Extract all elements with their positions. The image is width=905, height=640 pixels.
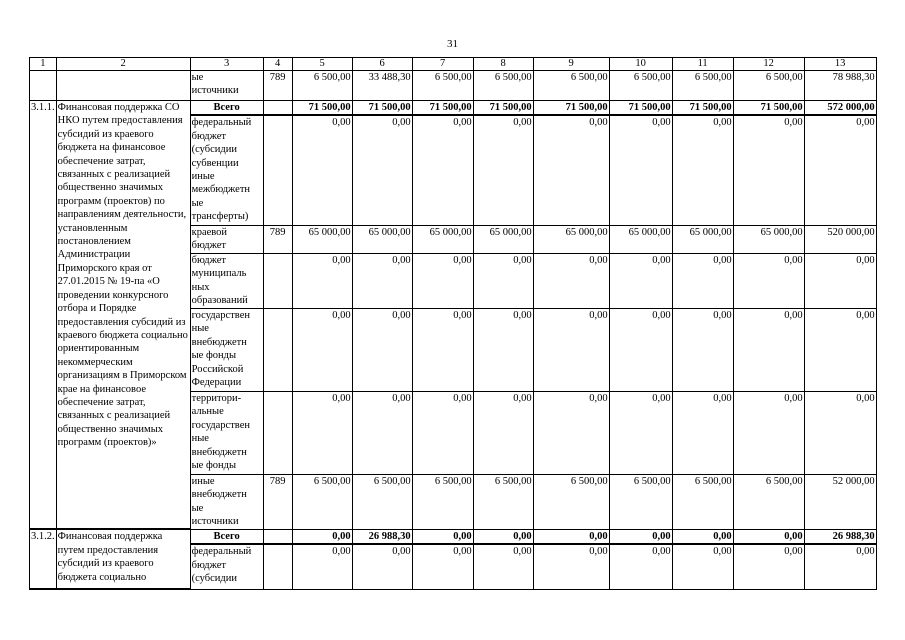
amount-cell: 0,00 xyxy=(672,115,733,225)
amount-cell: 6 500,00 xyxy=(412,474,473,529)
amount-cell: 0,00 xyxy=(352,308,412,391)
amount-cell: 0,00 xyxy=(804,391,876,474)
amount-cell: 0,00 xyxy=(473,115,533,225)
funding-source: Всего xyxy=(190,101,263,116)
item-name: Финансовая поддержка СО НКО путем предоставления субсидий из краевого бюджета на финансовое обеспечение затрат, связанных с реализацией общественно значимых программ (проектов) по направлениям деятельности, установленным постановлением Администрации Приморского края от 27.01.2015 № 19-па «О проведении конкурсного отбора и Порядке предоставления субсидий из краевого бюджета социально ориентированным некоммерческим организациям в Приморском крае на финансовое обеспечение затрат, связанных с реализацией общественно значимых программ (проектов)» xyxy=(56,101,190,530)
amount-cell: 0,00 xyxy=(609,253,672,308)
amount-cell: 6 500,00 xyxy=(609,474,672,529)
budget-code xyxy=(263,391,292,474)
amount-cell: 71 500,00 xyxy=(412,101,473,116)
amount-cell: 52 000,00 xyxy=(804,474,876,529)
amount-cell: 0,00 xyxy=(804,544,876,589)
amount-cell: 0,00 xyxy=(412,544,473,589)
item-name xyxy=(56,71,190,101)
amount-cell: 0,00 xyxy=(609,115,672,225)
amount-cell: 0,00 xyxy=(292,308,352,391)
column-header: 3 xyxy=(190,58,263,71)
amount-cell: 6 500,00 xyxy=(412,71,473,101)
amount-cell: 78 988,30 xyxy=(804,71,876,101)
budget-code xyxy=(263,115,292,225)
amount-cell: 0,00 xyxy=(352,391,412,474)
amount-cell: 0,00 xyxy=(733,115,804,225)
amount-cell: 0,00 xyxy=(672,308,733,391)
column-header: 13 xyxy=(804,58,876,71)
amount-cell: 0,00 xyxy=(292,391,352,474)
budget-code: 789 xyxy=(263,225,292,253)
item-number: 3.1.2. xyxy=(30,529,57,589)
amount-cell: 71 500,00 xyxy=(352,101,412,116)
amount-cell: 0,00 xyxy=(733,529,804,544)
amount-cell: 65 000,00 xyxy=(533,225,609,253)
amount-cell: 6 500,00 xyxy=(473,474,533,529)
amount-cell: 0,00 xyxy=(733,544,804,589)
amount-cell: 0,00 xyxy=(609,544,672,589)
amount-cell: 0,00 xyxy=(733,308,804,391)
amount-cell: 0,00 xyxy=(533,115,609,225)
amount-cell: 0,00 xyxy=(533,391,609,474)
budget-code: 789 xyxy=(263,474,292,529)
amount-cell: 0,00 xyxy=(733,253,804,308)
amount-cell: 0,00 xyxy=(473,529,533,544)
amount-cell: 0,00 xyxy=(292,253,352,308)
amount-cell: 0,00 xyxy=(412,391,473,474)
amount-cell: 26 988,30 xyxy=(804,529,876,544)
page-number: 31 xyxy=(447,38,458,50)
amount-cell: 0,00 xyxy=(533,253,609,308)
amount-cell: 71 500,00 xyxy=(473,101,533,116)
amount-cell: 6 500,00 xyxy=(292,474,352,529)
budget-code xyxy=(263,101,292,116)
budget-code xyxy=(263,544,292,589)
amount-cell: 0,00 xyxy=(804,253,876,308)
amount-cell: 6 500,00 xyxy=(733,474,804,529)
item-number: 3.1.1. xyxy=(30,101,57,530)
column-header: 2 xyxy=(56,58,190,71)
amount-cell: 0,00 xyxy=(352,253,412,308)
amount-cell: 0,00 xyxy=(292,529,352,544)
amount-cell: 0,00 xyxy=(412,308,473,391)
amount-cell: 0,00 xyxy=(672,544,733,589)
column-header: 5 xyxy=(292,58,352,71)
amount-cell: 0,00 xyxy=(672,253,733,308)
funding-source: государствен ные внебюджетн ые фонды Российской Федерации xyxy=(190,308,263,391)
amount-cell: 0,00 xyxy=(412,115,473,225)
column-header: 9 xyxy=(533,58,609,71)
amount-cell: 6 500,00 xyxy=(609,71,672,101)
item-name: Финансовая поддержка путем предоставления субсидий из краевого бюджета социально xyxy=(56,529,190,589)
amount-cell: 71 500,00 xyxy=(672,101,733,116)
amount-cell: 0,00 xyxy=(672,391,733,474)
amount-cell: 0,00 xyxy=(473,391,533,474)
budget-code xyxy=(263,253,292,308)
amount-cell: 0,00 xyxy=(473,253,533,308)
budget-code: 789 xyxy=(263,71,292,101)
funding-source: краевой бюджет xyxy=(190,225,263,253)
budget-code xyxy=(263,308,292,391)
funding-source: Всего xyxy=(190,529,263,544)
amount-cell: 0,00 xyxy=(412,529,473,544)
amount-cell: 0,00 xyxy=(352,544,412,589)
amount-cell: 0,00 xyxy=(804,115,876,225)
amount-cell: 6 500,00 xyxy=(473,71,533,101)
budget-table xyxy=(29,57,877,590)
amount-cell: 6 500,00 xyxy=(672,474,733,529)
amount-cell: 71 500,00 xyxy=(292,101,352,116)
amount-cell: 6 500,00 xyxy=(352,474,412,529)
header-row xyxy=(30,58,877,71)
column-header: 7 xyxy=(412,58,473,71)
column-header: 12 xyxy=(733,58,804,71)
total-row xyxy=(30,101,877,116)
amount-cell: 0,00 xyxy=(609,391,672,474)
column-header: 8 xyxy=(473,58,533,71)
funding-source: бюджет муниципаль ных образований xyxy=(190,253,263,308)
amount-cell: 26 988,30 xyxy=(352,529,412,544)
amount-cell: 6 500,00 xyxy=(292,71,352,101)
amount-cell: 0,00 xyxy=(473,308,533,391)
amount-cell: 6 500,00 xyxy=(672,71,733,101)
amount-cell: 65 000,00 xyxy=(733,225,804,253)
total-row xyxy=(30,529,877,544)
amount-cell: 572 000,00 xyxy=(804,101,876,116)
amount-cell: 6 500,00 xyxy=(533,71,609,101)
column-header: 6 xyxy=(352,58,412,71)
amount-cell: 0,00 xyxy=(533,308,609,391)
amount-cell: 0,00 xyxy=(609,529,672,544)
column-header: 4 xyxy=(263,58,292,71)
amount-cell: 65 000,00 xyxy=(672,225,733,253)
column-header: 1 xyxy=(30,58,57,71)
item-number xyxy=(30,71,57,101)
amount-cell: 0,00 xyxy=(292,544,352,589)
funding-source: иные внебюджетн ые источники xyxy=(190,474,263,529)
amount-cell: 520 000,00 xyxy=(804,225,876,253)
column-header: 11 xyxy=(672,58,733,71)
amount-cell: 33 488,30 xyxy=(352,71,412,101)
amount-cell: 71 500,00 xyxy=(533,101,609,116)
amount-cell: 0,00 xyxy=(733,391,804,474)
amount-cell: 65 000,00 xyxy=(473,225,533,253)
amount-cell: 0,00 xyxy=(804,308,876,391)
amount-cell: 65 000,00 xyxy=(352,225,412,253)
amount-cell: 0,00 xyxy=(292,115,352,225)
amount-cell: 65 000,00 xyxy=(412,225,473,253)
amount-cell: 71 500,00 xyxy=(733,101,804,116)
amount-cell: 0,00 xyxy=(533,544,609,589)
amount-cell: 65 000,00 xyxy=(292,225,352,253)
amount-cell: 65 000,00 xyxy=(609,225,672,253)
amount-cell: 71 500,00 xyxy=(609,101,672,116)
amount-cell: 6 500,00 xyxy=(533,474,609,529)
budget-code xyxy=(263,529,292,544)
funding-source: ые источники xyxy=(190,71,263,101)
amount-cell: 0,00 xyxy=(412,253,473,308)
amount-cell: 6 500,00 xyxy=(733,71,804,101)
funding-source: территори- альные государствен ные внебюджетн ые фонды xyxy=(190,391,263,474)
amount-cell: 0,00 xyxy=(473,544,533,589)
funding-source: федеральный бюджет (субсидии субвенции иные межбюджетн ые трансферты) xyxy=(190,115,263,225)
funding-source: федеральный бюджет (субсидии xyxy=(190,544,263,589)
table-row xyxy=(30,71,877,101)
column-header: 10 xyxy=(609,58,672,71)
amount-cell: 0,00 xyxy=(352,115,412,225)
amount-cell: 0,00 xyxy=(533,529,609,544)
amount-cell: 0,00 xyxy=(609,308,672,391)
amount-cell: 0,00 xyxy=(672,529,733,544)
